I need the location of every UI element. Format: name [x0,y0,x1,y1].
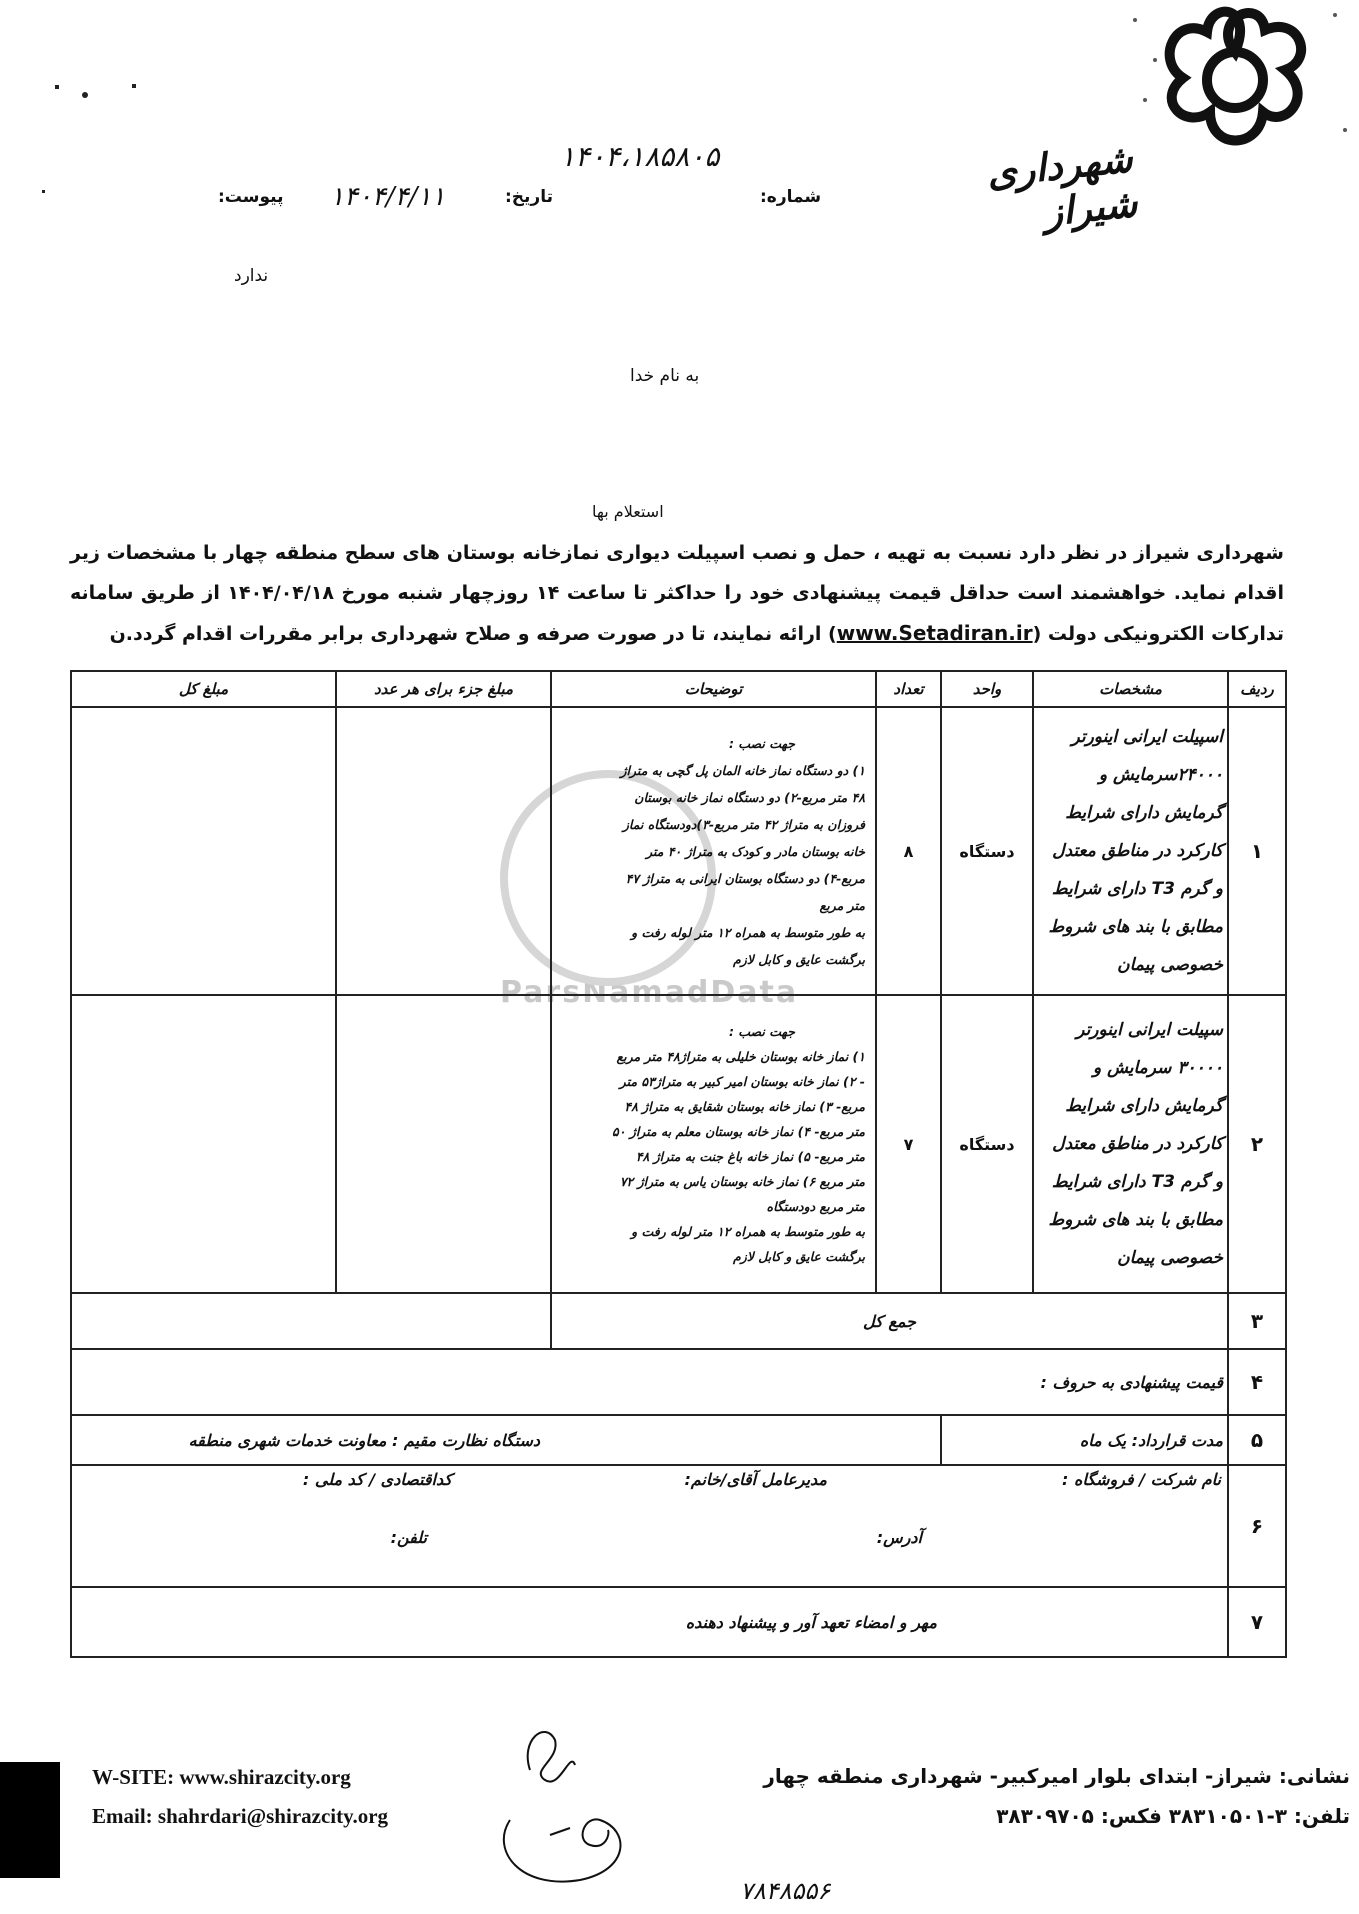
signature-row [71,1587,1286,1657]
desc-line: مربع- ۳) نماز خانه بوستان شقایق به متراژ ۴۸ [624,1099,865,1114]
header-unit-price: مبلغ جزء برای هر عدد [336,671,551,707]
row-number: ۷ [1228,1587,1286,1657]
intro-paragraph [70,533,1284,654]
shiraz-flower-logo-icon [1115,0,1355,175]
footer-website: W-SITE: www.shirazcity.org [92,1765,351,1789]
manager-name-label: مدیرعامل آقای/خانم: [684,1470,827,1489]
desc-line: برگشت عایق و کابل لازم [733,1249,865,1264]
desc-line: به طور متوسط به همراه ۱۲ متر لوله رفت و [631,1224,865,1239]
desc-line: مربع-۴) دو دستگاه بوستان ایرانی به متراژ ۴۷ [625,870,865,886]
item-qty: ۷ [876,995,941,1293]
grand-total-label: جمع کل [551,1293,1228,1349]
header-row-number: ردیف [1228,671,1286,707]
desc-line: خانه بوستان مادر و کودک به متراژ ۴۰ متر [646,843,865,859]
footer-email: Email: shahrdari@shirazcity.org [92,1804,389,1828]
table-row [71,707,1286,995]
total-row [71,1293,1286,1349]
desc-line: متر مربع [819,897,865,913]
desc-line: متر مربع- ۴) نماز خانه بوستان معلم به متراژ ۵۰ [612,1124,865,1139]
contract-row [71,1415,1286,1465]
header-spec: مشخصات [1033,671,1228,707]
desc-line: متر مربع دودستگاه [766,1199,865,1214]
header-unit: واحد [941,671,1033,707]
item-total-cell [71,995,336,1293]
company-name-label: نام شرکت / فروشگاه : [1061,1470,1221,1489]
handwritten-signature-icon [490,1720,640,1890]
header-qty: تعداد [876,671,941,707]
row-number: ۲ [1228,995,1286,1293]
economic-code-label: کداقتصادی / کد ملی : [302,1470,452,1489]
desc-line: ۴۸ متر مربع-۲) دو دستگاه نماز خانه بوستان [634,789,865,805]
row-number: ۳ [1228,1293,1286,1349]
desc-line: فروزان به متراژ ۴۲ متر مربع-۳)دودستگاه نماز [622,816,865,832]
contract-duration: مدت قرارداد: یک ماه [941,1415,1228,1465]
item-spec: سپیلت ایرانی اینورتر ۳۰۰۰۰ سرمایش و گرمایش دارای شرایط کارکرد در مناطق معتدل و گرم T3 دارای شرایط مطابق با بند های شروط خصوصی پیمان [1033,995,1228,1293]
desc-line: برگشت عایق و کابل لازم [733,951,865,967]
table-header-row [71,671,1286,707]
org-name-calligraphy: شهرداری شیراز [984,135,1140,235]
row-number: ۵ [1228,1415,1286,1465]
company-info-cell [71,1465,1228,1587]
row-number: ۶ [1228,1465,1286,1587]
desc-line: جهت نصب : [728,1024,795,1039]
item-description [551,995,876,1293]
phone-label: تلفن: [390,1528,427,1547]
attachment-label: پیوست: [218,187,284,207]
desc-line: جهت نصب : [728,735,795,751]
header-description: توضیحات [551,671,876,707]
letter-number-label: شماره: [760,187,822,207]
price-inquiry-table [70,670,1287,1658]
item-unit-price-cell [336,707,551,995]
company-info-row [71,1465,1286,1587]
desc-line: ۱) نماز خانه بوستان خلیلی به متراژ۴۸ متر مربع [616,1049,865,1064]
footer-black-bar [0,1762,60,1878]
grand-total-value-cell [71,1293,551,1349]
desc-line: متر مربع ۶) نماز خانه بوستان یاس به متراژ ۷۲ [619,1174,865,1189]
item-total-cell [71,707,336,995]
item-description [551,707,876,995]
letter-date-label: تاریخ: [505,187,553,207]
address-label: آدرس: [876,1528,922,1547]
supervisor-label: دستگاه نظارت مقیم : معاونت خدمات شهری منطقه [71,1415,941,1465]
document-title: استعلام بها [592,502,664,521]
letter-date-value: ۱۴۰۴/۴/۱۱ [330,182,446,212]
item-qty: ۸ [876,707,941,995]
letter-number-value: ۱۴۰۴،۱۸۵۸۰۵ [560,140,720,173]
item-spec: اسپیلت ایرانی اینورتر ۲۴۰۰۰سرمایش و گرمایش دارای شرایط کارکرد در مناطق معتدل و گرم T3 دارای شرایط مطابق با بند های شروط خصوصی پیمان [1033,707,1228,995]
intro-text-before: شهرداری شیراز در نظر دارد نسبت به تهیه ، حمل و نصب اسپیلت دیواری نمازخانه بوستان های سطح منطقه چهار با مشخصات زیر اقدام نماید. خواهشمند است حداقل قیمت پیشنهادی خود را حداکثر تا ساعت ۱۴ روزچهار شنبه مورخ ۱۴۰۴/۰۴/۱۸ از طریق سامانه تدارکات الکترونیکی دولت ( [70,542,1284,645]
footer-address: نشانی: شیراز- ابتدای بلوار امیرکبیر- شهرداری منطقه چهار [763,1764,1350,1788]
bismillah: به نام خدا [630,366,700,386]
item-unit: دستگاه [941,707,1033,995]
attachment-value: ندارد [234,266,269,286]
row-number: ۱ [1228,707,1286,995]
price-in-words-label: قیمت پیشنهادی به حروف : [71,1349,1228,1415]
desc-line: - ۲) نماز خانه بوستان امیر کبیر به متراژ۵۳ متر [619,1074,865,1089]
item-unit-price-cell [336,995,551,1293]
desc-line: به طور متوسط به همراه ۱۲ متر لوله رفت و [631,924,865,940]
footer-phone-fax: تلفن: ۳-۳۸۳۱۰۵۰۱ فکس: ۳۸۳۰۹۷۰۵ [996,1804,1350,1828]
table-row [71,995,1286,1293]
intro-text-after: ) ارائه نمایند، تا در صورت صرفه و صلاح شهرداری برابر مقررات اقدام گردد.ن [109,623,837,645]
row-number: ۴ [1228,1349,1286,1415]
scan-speck [82,92,88,98]
item-unit: دستگاه [941,995,1033,1293]
scan-speck [42,190,45,193]
scan-speck [132,84,136,88]
price-in-words-row [71,1349,1286,1415]
desc-line: متر مربع- ۵) نماز خانه باغ جنت به متراژ ۴۸ [635,1149,865,1164]
setadiran-website-link: www.Setadiran.ir [836,621,1033,645]
desc-line: ۱) دو دستگاه نماز خانه المان پل گچی به متراژ [620,762,865,778]
footer-bottom-number: ۷۸۴۸۵۵۶ [740,1877,831,1905]
watermark-parsnamad: ParsNamadData [500,975,799,1010]
signature-label: مهر و امضاء تعهد آور و پیشنهاد دهنده [71,1587,1228,1657]
scan-speck [55,85,59,89]
header-total: مبلغ کل [71,671,336,707]
